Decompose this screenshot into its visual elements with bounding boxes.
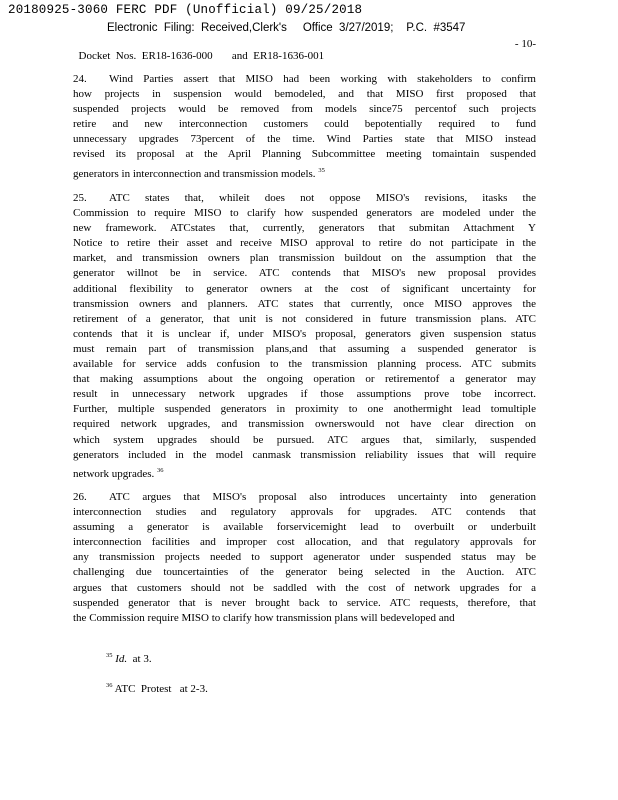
footnote-text: at 3. bbox=[127, 653, 152, 665]
footnote-number: 36 bbox=[106, 682, 113, 689]
line-text: which system upgrades should be pursued. ATC argues that, similarly, suspended bbox=[73, 433, 536, 446]
footnote-35 bbox=[106, 652, 152, 665]
paragraph-line bbox=[73, 520, 536, 535]
paragraph-line bbox=[73, 87, 536, 102]
line-text: must remain part of transmission plans,and that assuming a suspended generator is bbox=[73, 342, 536, 355]
paragraph-line bbox=[73, 596, 536, 611]
paragraph-number: 26. bbox=[73, 491, 87, 503]
line-text: suspended generator that is never brought back to service. ATC requests, therefore, that bbox=[73, 596, 536, 609]
ferc-stamp: 20180925-3060 FERC PDF (Unofficial) 09/25/2018 bbox=[8, 3, 363, 17]
paragraph-line bbox=[73, 535, 536, 550]
filing-line: Electronic Filing: Received,Clerk's Office 3/27/2019; P.C. #3547 bbox=[107, 22, 466, 34]
line-text: Notice to retire their asset and receive MISO approval to retire do not participate in the bbox=[73, 237, 536, 250]
paragraph-line bbox=[73, 191, 536, 206]
line-text: network upgrades. bbox=[73, 467, 155, 480]
line-text: challenging due touncertainties of the generator being selected in the Auction. ATC bbox=[73, 566, 536, 579]
paragraph-line bbox=[73, 581, 536, 596]
paragraph-line bbox=[73, 327, 536, 342]
paragraph-line bbox=[73, 312, 536, 327]
line-text: how projects in suspension would bemodeled, and that MISO first proposed that bbox=[73, 88, 536, 101]
line-text: Further, multiple suspended generators in proximity to one anothermight lead tomultiple bbox=[73, 403, 536, 416]
line-text: any transmission projects needed to support agenerator under suspended status may be bbox=[73, 551, 536, 564]
line-text: unnecessary upgrades 73percent of the time. Wind Parties state that MISO instead bbox=[73, 133, 536, 146]
paragraph-line bbox=[73, 236, 536, 251]
line-text: contends that it is unclear if, under MISO's proposal, generators given suspension status bbox=[73, 327, 536, 340]
paragraph-line bbox=[73, 72, 536, 87]
footnote-number: 35 bbox=[106, 652, 113, 659]
paragraph-line bbox=[73, 117, 536, 132]
line-text: retirement of a generator, that unit is not considered in future transmission plans. ATC bbox=[73, 312, 536, 325]
paragraph-line bbox=[73, 387, 536, 402]
line-text: new framework. ATCstates that, currently, generators that submitan Attachment Y bbox=[73, 222, 536, 235]
page-number: - 10- bbox=[514, 38, 536, 50]
line-text: ATC states that, whileit does not oppose MISO's revisions, itasks the bbox=[109, 192, 536, 204]
paragraph-line bbox=[73, 357, 536, 372]
line-text: assuming a generator is available forservicemight lead to overbuilt or underbuilt bbox=[73, 521, 536, 534]
line-text: additional flexibility to generator owners at the cost of significant uncertainty for bbox=[73, 282, 536, 295]
paragraph-line bbox=[73, 505, 536, 520]
paragraph-line bbox=[73, 147, 536, 162]
paragraph-line bbox=[73, 163, 536, 182]
paragraph-number: 25. bbox=[73, 192, 87, 204]
docket-line bbox=[73, 38, 536, 74]
line-text: generators included in the model canmask transmission reliability issues that will require bbox=[73, 448, 536, 461]
footnote-cite: Id. bbox=[115, 653, 128, 665]
line-text: ATC argues that MISO's proposal also introduces uncertainty into generation bbox=[109, 491, 536, 503]
paragraph-line bbox=[73, 132, 536, 147]
paragraph-25 bbox=[73, 191, 536, 482]
line-text: retire and new interconnection customers could bepotentially required to fund bbox=[73, 118, 536, 131]
line-text: Commission to require MISO to clarify how suspended generators are modeled under the bbox=[73, 207, 536, 220]
paragraph-line bbox=[73, 490, 536, 505]
paragraph-line bbox=[73, 463, 536, 482]
paragraph-line bbox=[73, 565, 536, 580]
line-text: suspended projects would be removed from models since75 percentof such projects bbox=[73, 103, 536, 116]
paragraph-line bbox=[73, 550, 536, 565]
footnote-text: ATC Protest at 2-3. bbox=[114, 683, 208, 695]
paragraph-line bbox=[73, 611, 536, 626]
paragraph-line bbox=[73, 297, 536, 312]
line-text: transmission owners and planners. ATC states that currently, once MISO approves the bbox=[73, 297, 536, 310]
line-text: interconnection studies and regulatory approvals for upgrades. ATC contends that bbox=[73, 506, 536, 519]
paragraph-line bbox=[73, 282, 536, 297]
line-text: generators in interconnection and transmission models. bbox=[73, 167, 316, 180]
line-text: argues that customers should not be saddled with the cost of network upgrades for a bbox=[73, 581, 536, 594]
paragraph-line bbox=[73, 266, 536, 281]
footnote-reference: 35 bbox=[318, 166, 325, 174]
paragraph-line bbox=[73, 433, 536, 448]
paragraph-24 bbox=[73, 72, 536, 182]
line-text: available for service adds confusion to the transmission planning process. ATC submits bbox=[73, 358, 536, 371]
line-text: Wind Parties assert that MISO had been working with stakeholders to confirm bbox=[109, 73, 536, 85]
paragraph-line bbox=[73, 221, 536, 236]
line-text: market, and transmission owners plan transmission buildout on the assumption that the bbox=[73, 252, 536, 265]
line-text: revised its proposal at the April Planning Subcommittee meeting tomaintain suspended bbox=[73, 148, 536, 161]
paragraph-line bbox=[73, 251, 536, 266]
paragraph-line bbox=[73, 102, 536, 117]
line-text: interconnection facilities and improper cost allocation, and that regulatory approvals for bbox=[73, 536, 536, 549]
paragraph-line bbox=[73, 448, 536, 463]
paragraph-line bbox=[73, 372, 536, 387]
footnote-reference: 36 bbox=[157, 466, 164, 474]
paragraph-line bbox=[73, 402, 536, 417]
line-text: generator willnot be in service. ATC contends that MISO's new proposal provides bbox=[73, 267, 536, 280]
line-text: that making assumptions about the ongoing operation or retirementof a generator may bbox=[73, 373, 536, 386]
paragraph-line bbox=[73, 206, 536, 221]
line-text: result in unnecessary network upgrades if those assumptions prove tobe incorrect. bbox=[73, 388, 536, 401]
line-text: required network upgrades, and transmission ownerswould not have clear direction on bbox=[73, 418, 536, 431]
docket-numbers: Docket Nos. ER18-1636-000 and ER18-1636-001 bbox=[78, 50, 325, 62]
paragraph-number: 24. bbox=[73, 73, 87, 85]
paragraph-line bbox=[73, 342, 536, 357]
footnote-36 bbox=[106, 682, 208, 695]
paragraph-line bbox=[73, 417, 536, 432]
paragraph-26 bbox=[73, 490, 536, 626]
line-text: the Commission require MISO to clarify how transmission plans will bedeveloped and bbox=[73, 611, 455, 624]
